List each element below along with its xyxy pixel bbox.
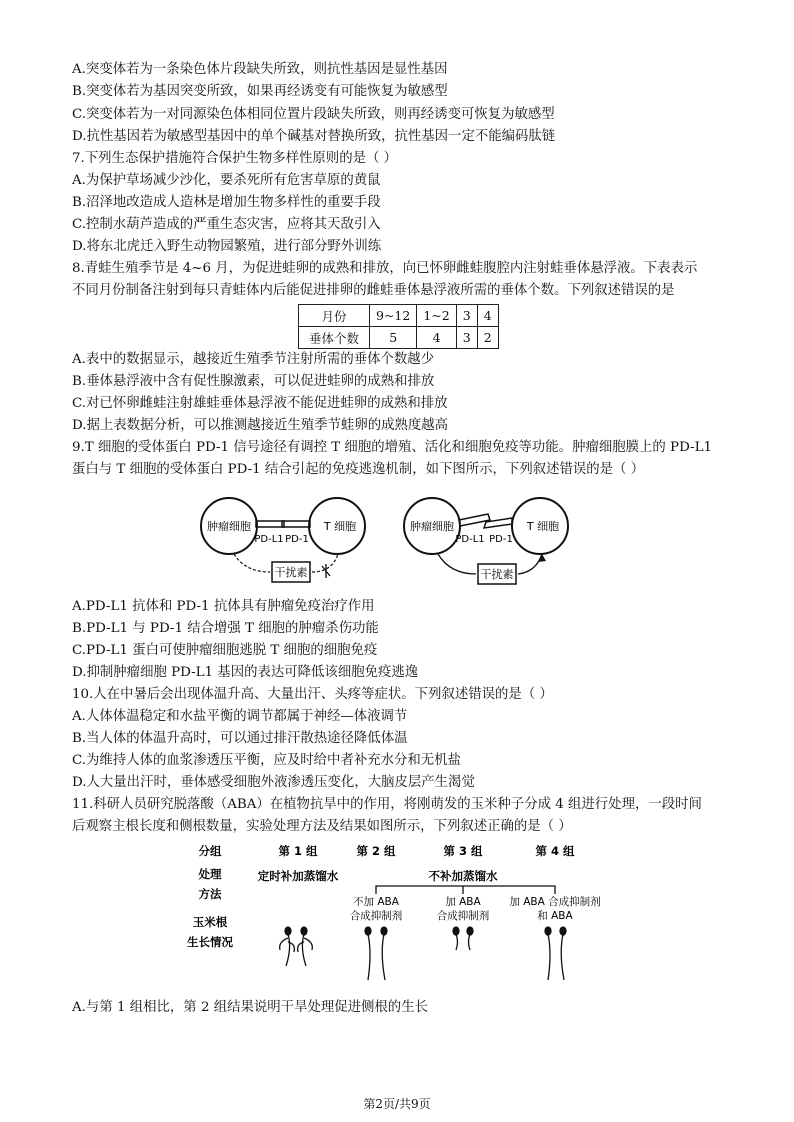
question-7: 7.下列生态保护措施符合保护生物多样性原则的是（ ） [72,151,398,166]
group-4-treatment: 和 ABA [537,910,573,922]
option-line: D.人大量出汗时，垂体感受细胞外液渗透压变化，大脑皮层产生渴觉 [72,775,475,790]
option-line: C.对已怀卵雌蛙注射雄蛙垂体悬浮液不能促进蛙卵的成熟和排放 [72,396,448,411]
pd-l1-label: PD-L1 [455,534,485,545]
seedling-group-2 [365,927,387,980]
row-label-treatment: 处理 [198,867,222,881]
question-10: 10.人在中暑后会出现体温升高、大量出汗、头疼等症状。下列叙述错误的是（ ） [72,687,553,702]
option-line: B.沼泽地改造成人造林是增加生物多样性的重要手段 [72,195,381,210]
question-11-cont: 后观察主根长度和侧根数量，实验处理方法及结果如图所示，下列叙述正确的是（ ） [72,819,572,834]
option-line: A.表中的数据显示，越接近生殖季节注射所需的垂体个数越少 [72,352,435,367]
block-mark [322,564,330,578]
question-8-cont: 不同月份制备注射到每只青蛙体内后能促进排卵的雌蛙垂体悬浮液所需的垂体个数。下列叙述错误的是 [72,283,675,298]
row-label-group: 分组 [198,844,222,858]
option-line: C.控制水葫芦造成的严重生态灾害，应将其天敌引入 [72,217,381,232]
option-line: A.突变体若为一条染色体片段缺失所致，则抗性基因是显性基因 [72,62,448,77]
pd-l1-label: PD-L1 [254,534,284,545]
table-cell: 5 [370,327,417,349]
aba-experiment-diagram [180,838,610,988]
option-line: A.PD-L1 抗体和 PD-1 抗体具有肿瘤免疫治疗作用 [72,599,375,614]
option-line: C.突变体若为一对同源染色体相同位置片段缺失所致，则再经诱变可恢复为敏感型 [72,107,555,122]
tumor-cell-label: 肿瘤细胞 [410,520,454,533]
group-4-treatment: 加 ABA 合成抑制剂 [509,896,601,908]
row-label-root: 玉米根 [192,915,228,929]
group-2-treatment: 合成抑制剂 [349,910,403,922]
table-row [299,305,499,327]
row-label-root: 生长情况 [187,935,233,949]
option-line: B.突变体若为基因突变所致，如果再经诱变有可能恢复为敏感型 [72,84,448,99]
pd-l1-receptor [256,521,284,527]
group-2-treatment: 不加 ABA [353,896,399,908]
pituitary-table [298,304,499,349]
pd-1-antibody [484,518,512,528]
table-cell: 4 [417,327,456,349]
seedling-group-4 [545,927,566,980]
pd-1-label: PD-1 [489,534,513,545]
solid-arrow [438,554,476,574]
row-label-treatment: 方法 [198,887,222,901]
t-cell-label: T 细胞 [323,520,357,533]
pd-1-receptor [282,521,310,527]
solid-arrow [518,554,542,574]
option-line: D.将东北虎迁入野生动物园繁殖，进行部分野外训练 [72,239,382,254]
question-9-cont: 蛋白与 T 细胞的受体蛋白 PD-1 结合引起的免疫逃逸机制，如下图所示，下列叙述错误的是（ ） [72,462,645,477]
page-footer: 第2页/共9页 [363,1097,431,1111]
group-2-header: 第 2 组 [356,844,396,858]
option-line: B.垂体悬浮液中含有促性腺激素，可以促进蛙卵的成熟和排放 [72,374,435,389]
question-11: 11.科研人员研究脱落酸（ABA）在植物抗旱中的作用，将刚萌发的玉米种子分成 4 组进行处理，一段时间 [72,797,702,812]
table-row [299,327,499,349]
question-9: 9.T 细胞的受体蛋白 PD-1 信号途径有调控 T 细胞的增殖、活化和细胞免疫等功能。肿瘤细胞膜上的 PD-L1 [72,440,712,455]
bracket [376,886,555,894]
option-line: B.PD-L1 与 PD-1 结合增强 T 细胞的肿瘤杀伤功能 [72,621,379,636]
table-cell: 3 [456,305,477,327]
arrow-head [538,554,546,562]
group-1-header: 第 1 组 [278,844,318,858]
option-line: C.为维持人体的血浆渗透压平衡，应及时给中者补充水分和无机盐 [72,753,461,768]
table-cell: 9~12 [370,305,417,327]
seedling-group-1 [280,927,313,966]
table-cell: 月份 [299,305,370,327]
dashed-arrow [234,554,270,572]
table-cell: 垂体个数 [299,327,370,349]
group-3-header: 第 3 组 [443,844,483,858]
table-cell: 2 [477,327,498,349]
group-1-treatment: 定时补加蒸馏水 [257,869,339,883]
table-cell: 3 [456,327,477,349]
group-3-treatment: 加 ABA [445,896,481,908]
tumor-cell-label: 肿瘤细胞 [207,520,251,533]
common-treatment: 不补加蒸馏水 [428,869,498,883]
table-cell: 4 [477,305,498,327]
option-line: D.抗性基因若为敏感型基因中的单个碱基对替换所致，抗性基因一定不能编码肽链 [72,129,556,144]
question-8: 8.青蛙生殖季节是 4~6 月，为促进蛙卵的成熟和排放，向已怀卵雌蛙腹腔内注射蛙垂体悬浮液。下表表示 [72,261,698,276]
option-line: D.据上表数据分析，可以推测越接近生殖季节蛙卵的成熟度越高 [72,418,449,433]
option-line: A.与第 1 组相比，第 2 组结果说明干旱处理促进侧根的生长 [72,1000,428,1015]
option-line: A.人体体温稳定和水盐平衡的调节都属于神经—体液调节 [72,709,408,724]
option-line: B.当人体的体温升高时，可以通过排汗散热途径降低体温 [72,731,408,746]
table-cell: 1~2 [417,305,456,327]
group-4-header: 第 4 组 [535,844,575,858]
option-line: A.为保护草场减少沙化，要杀死所有危害草原的黄鼠 [72,173,381,188]
option-line: D.抑制肿瘤细胞 PD-L1 基因的表达可降低该细胞免疫逃逸 [72,665,419,680]
group-3-treatment: 合成抑制剂 [436,910,490,922]
option-line: C.PD-L1 蛋白可使肿瘤细胞逃脱 T 细胞的细胞免疫 [72,643,378,658]
pd-1-label: PD-1 [285,534,309,545]
pd1-diagram [200,484,590,596]
interferon-label: 干扰素 [274,566,308,579]
interferon-label: 干扰素 [480,568,514,581]
t-cell-label: T 细胞 [526,520,560,533]
seedling-group-3 [453,927,473,950]
